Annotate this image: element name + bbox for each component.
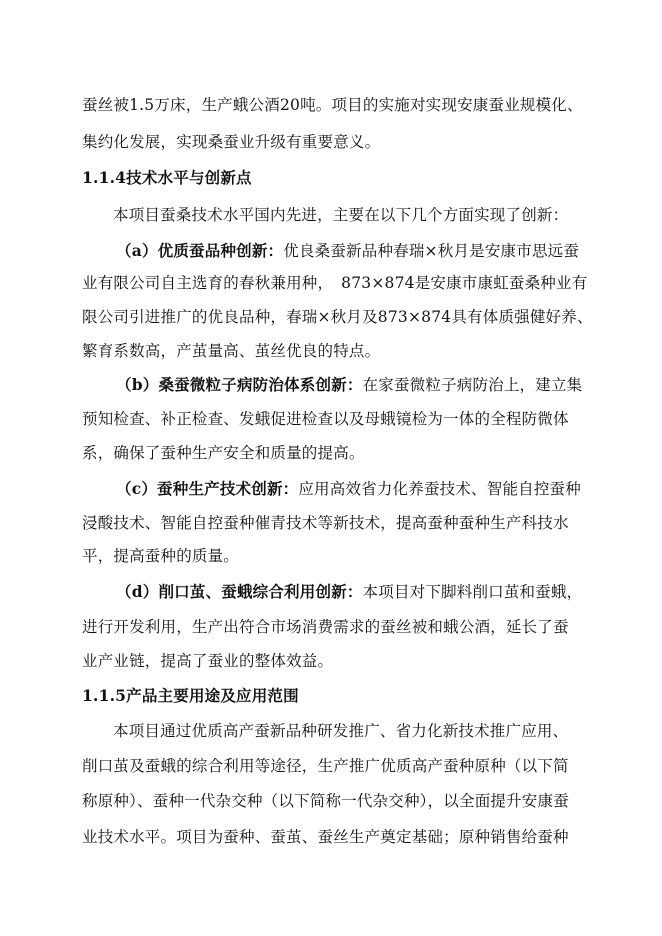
paragraph-line: 称原种）、蚕种一代杂交种（以下简称一代杂交种），以全面提升安康蚕 <box>82 792 569 810</box>
paragraph-line: 削口茧及蚕蛾的综合利用等途径，生产推广优质高产蚕种原种（以下简 <box>82 757 569 775</box>
item-a-first-line <box>116 241 579 261</box>
item-c-text: 应用高效省力化养蚕技术、智能自控蚕种 <box>298 480 581 498</box>
item-b-first-line <box>116 375 582 395</box>
paragraph-line: 集约化发展，实现桑蚕业升级有重要意义。 <box>82 133 381 151</box>
item-c-label: （c）蚕种生产技术创新： <box>116 479 299 498</box>
item-a-label: （a）优质蚕品种创新： <box>116 241 284 260</box>
paragraph-line: 系，确保了蚕种生产安全和质量的提高。 <box>82 444 365 462</box>
paragraph-line: 进行开发利用，生产出符合市场消费需求的蚕丝被和蛾公酒，延长了蚕 <box>82 618 569 636</box>
paragraph-line: 业有限公司自主选育的春秋兼用种， 873×874是安康市康虹蚕桑种业有 <box>82 274 588 292</box>
paragraph-line: 蚕丝被1.5万床，生产蛾公酒20吨。项目的实施对实现安康蚕业规模化、 <box>82 96 583 114</box>
item-b-label: （b）桑蚕微粒子病防治体系创新： <box>116 375 363 394</box>
paragraph-line: 本项目通过优质高产蚕新品种研发推广、省力化新技术推广应用、 <box>113 722 569 740</box>
intro-line: 本项目蚕桑技术水平国内先进，主要在以下几个方面实现了创新： <box>113 206 569 224</box>
item-b-text: 在家蚕微粒子病防治上，建立集 <box>362 376 583 394</box>
paragraph-line: 业技术水平。项目为蚕种、蚕茧、蚕丝生产奠定基础；原种销售给蚕种 <box>82 828 569 846</box>
item-d-text: 本项目对下脚料削口茧和蚕蛾， <box>362 583 583 601</box>
paragraph-line: 平，提高蚕种的质量。 <box>82 547 240 565</box>
item-d-first-line <box>116 582 582 602</box>
paragraph-line: 限公司引进推广的优良品种，春瑞×秋月及873×874具有体质强健好养、 <box>82 308 593 326</box>
paragraph-line: 预知检查、补正检查、发蛾促进检查以及母蛾镜检为一体的全程防微体 <box>82 410 569 428</box>
paragraph-line: 业产业链，提高了蚕业的整体效益。 <box>82 652 334 670</box>
paragraph-line: 浸酸技术、智能自控蚕种催青技术等新技术，提高蚕种蚕种生产科技水 <box>82 514 569 532</box>
item-c-first-line <box>116 479 581 499</box>
item-a-text: 优良桑蚕新品种春瑞×秋月是安康市思远蚕 <box>283 242 580 260</box>
section-heading-1-1-4: 1.1.4技术水平与创新点 <box>82 168 252 187</box>
item-d-label: （d）削口茧、蚕蛾综合利用创新： <box>116 582 363 601</box>
section-heading-1-1-5: 1.1.5产品主要用途及应用范围 <box>82 686 299 705</box>
paragraph-line: 繁育系数高，产茧量高、茧丝优良的特点。 <box>82 342 381 360</box>
